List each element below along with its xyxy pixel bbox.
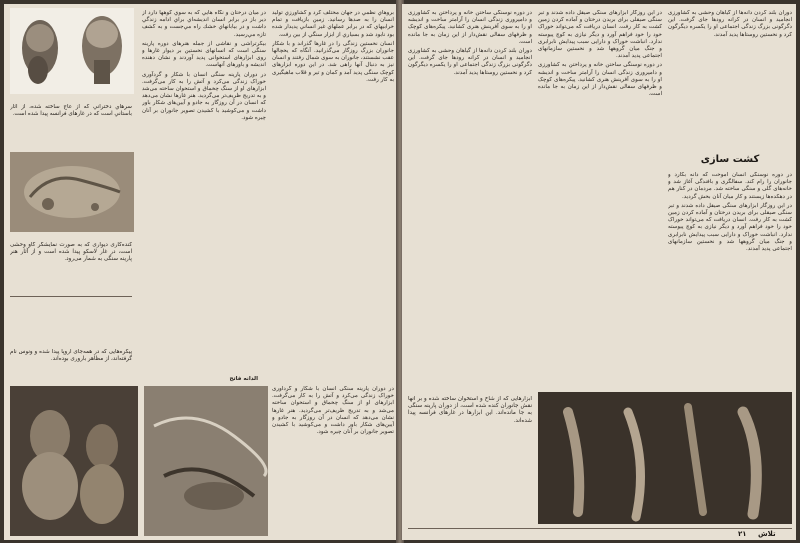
divider <box>10 296 132 297</box>
ivory-heads-image <box>10 8 134 94</box>
caption-bone-tools: ابزارهایی که از شاخ و استخوان ساخته شده و بر آنها نقش جانوران کنده شده است، از دوران پارینه سنگی به جا مانده‌اند. این ابزارها در غارهای فرانسه پیدا شده‌اند. <box>408 396 532 424</box>
bone-tools-image <box>538 392 792 524</box>
venus-figurines-photo <box>10 386 138 536</box>
venus-figurines-image <box>10 386 138 536</box>
paragraph: دوران بلند کردن دانه‌ها از گیاهان وحشی به کشاورزی انجامید و انسان در کرانه رودها جای گرفت. این دگرگونی بزرگ زندگی اجتماعی او را یکسره دیگرگون کرد و نخستین روستاها پدید آمدند. <box>408 48 532 76</box>
cave-painting-photo <box>144 386 268 536</box>
left-page-text-column-right <box>272 10 394 382</box>
caption-venus-figures: پیکره‌هایی که در همه‌جای اروپا پیدا شده و ونوس نام گرفته‌اند، از مظاهر باروری بوده‌اند. <box>10 349 132 363</box>
cave-painting-image <box>144 386 268 536</box>
paragraph: در دوران پارینه سنگی انسان با شکار و گردآوری خوراک زندگی می‌کرد و آتش را به کار می‌گرفت. ابزارهای او از سنگ چخماق و استخوان ساخته می‌شد و به تدریج ظریف‌تر می‌گردید. هنر غارها نشان می‌دهد که انسان در آن روزگار به جادو و آیین‌های شکار باور داشت و می‌کوشید با کشیدن تصویر جانوران بر آنان چیره شود. <box>142 71 266 121</box>
paragraph: در دوره نوسنگی ساختن خانه و پرداختن به کشاورزی و دامپروری زندگی انسان را آرامتر ساخت و اندیشه او را به سوی آفرینش هنری کشانید. پیکره‌های کوچک و ظرفهای سفالی نقش‌دار از این زمان به جا مانده است. <box>408 10 532 45</box>
right-page-text-column-right <box>668 10 792 150</box>
footer-rule <box>408 528 792 529</box>
left-page-text-column-middle <box>142 10 266 378</box>
paragraph: بروهاي نظمي در جهان مختلف كرد و كشاورزي توليد انسان را به صدها رسانيد. زمين بازيافت و تمام خرابيهاي كه در برابر عملهاي غير انساني پديدار شده بود نابود شد و بسياري از ابزار سنگي از بين رفت. <box>272 10 394 38</box>
photo-label: الدانه فاتح <box>229 376 258 382</box>
bone-tools-photo <box>538 392 792 524</box>
caption-ivory-heads: سرهاي دختراني كه از عاج ساخته شده، از آثار باستاني است که در غارهای فرانسه پیدا شده است. <box>10 104 132 118</box>
ivory-heads-photo <box>10 8 134 94</box>
right-page-text-column-left <box>408 10 532 392</box>
left-page <box>4 4 398 540</box>
paragraph: بیکرتراشی و نقاشی از جمله هنرهای دوره پارینه سنگی است که انسانهای نخستین بر دیوار غارها و روی ابزارهای استخوانی پدید آوردند و نشان دهنده اندیشه و باورهای آنهاست. <box>142 40 266 69</box>
paragraph: دوران بلند کردن دانه‌ها از گیاهان وحشی به کشاورزی انجامید و انسان در کرانه رودها جای گرفت. این دگرگونی بزرگ زندگی اجتماعی او را یکسره دیگرگون کرد و نخستین روستاها پدید آمدند. <box>668 10 792 38</box>
caption-cave-carving: کنده‌کاری دیواری که به صورت نمایشگر گاو وحشی است، در غار لاسکو پیدا شده است و از آثار هنر پارینه سنگی به شمار می‌رود. <box>10 242 132 263</box>
paragraph: انسان نخستین زندگی را در غارها گذراند و با شکار جانوران بزرگ روزگار می‌گذرانید. آنگاه که یخچالها عقب نشستند، جانوران به سوی شمال رفتند و انسان نیز به دنبال آنها راهی شد. در این دوره ابزارهای کوچک سنگی پدید آمد و کمان و تیر و قلاب ماهیگیری به کار رفت. <box>272 40 394 83</box>
paragraph: در دوران پارینه سنگی انسان با شکار و گردآوری خوراک زندگی می‌کرد و آتش را به کار می‌گرفت. ابزارهای او از سنگ چخماق و استخوان ساخته می‌شد و به تدریج ظریف‌تر می‌گردید. هنر غارها نشان می‌دهد که انسان در آن روزگار به جادو و آیین‌های شکار باور داشت و می‌کوشید با کشیدن تصویر جانوران بر آنان چیره شود. <box>272 386 394 436</box>
footer-page-number: ۲۱ <box>738 530 747 538</box>
stone-relief-image <box>10 152 134 232</box>
paragraph: در دوره نوسنگی ساختن خانه و پرداختن به کشاورزی و دامپروری زندگی انسان را آرامتر ساخت و اندیشه او را به سوی آفرینش هنری کشانید. پیکره‌های کوچک و ظرفهای سفالی نقش‌دار از این زمان به جا مانده است. <box>538 62 662 98</box>
left-page-text-column-bottom-right <box>272 386 394 536</box>
paragraph: در این روزگار ابزارهای سنگی صیقل داده شدند و تبر سنگی صیقلی برای بریدن درختان و آماده کردن زمین کشت به کار رفت. انسان دریافت که می‌تواند خوراک خود را خود فراهم آورد و دیگر نیازی به کوچ پیوسته ندارد. انباشت خوراک و دارایی سبب پیدایش نابرابری و جنگ میان گروهها شد و نخستین سازمانهای اجتماعی پدید آمدند. <box>668 202 792 253</box>
paragraph: در این روزگار ابزارهای سنگی صیقل داده شدند و تبر سنگی صیقلی برای بریدن درختان و آماده کردن زمین کشت به کار رفت. انسان دریافت که می‌تواند خوراک خود را خود فراهم آورد و دیگر نیازی به کوچ پیوسته ندارد. انباشت خوراک و دارایی سبب پیدایش نابرابری و جنگ میان گروهها شد و نخستین سازمانهای اجتماعی پدید آمدند. <box>538 10 662 60</box>
paragraph: در ميان درختان و نگاه هايي كه به سوي كوهها دارد از دير باز در برابر انسان انديشه‌اي براي ادامه زندگي داشت و در بيابانهاي خشك راه مي‌جست و به كشف تازه مي‌رسيد. <box>142 10 266 38</box>
stone-relief-photo <box>10 152 134 232</box>
footer-magazine-name: تلاش <box>758 530 776 538</box>
section-heading: کشت سازی <box>700 154 760 165</box>
paragraph: در دوره نوسنگی انسان آموخت که دانه بکارد و جانوران را رام کند. سفالگری و بافندگی آغاز شد و خانه‌های گلی و سنگی ساخته شد. مردمان در کنار هم در دهکده‌ها زیستند و کار میان آنان بخش گردید. <box>668 172 792 200</box>
right-page <box>402 4 796 540</box>
